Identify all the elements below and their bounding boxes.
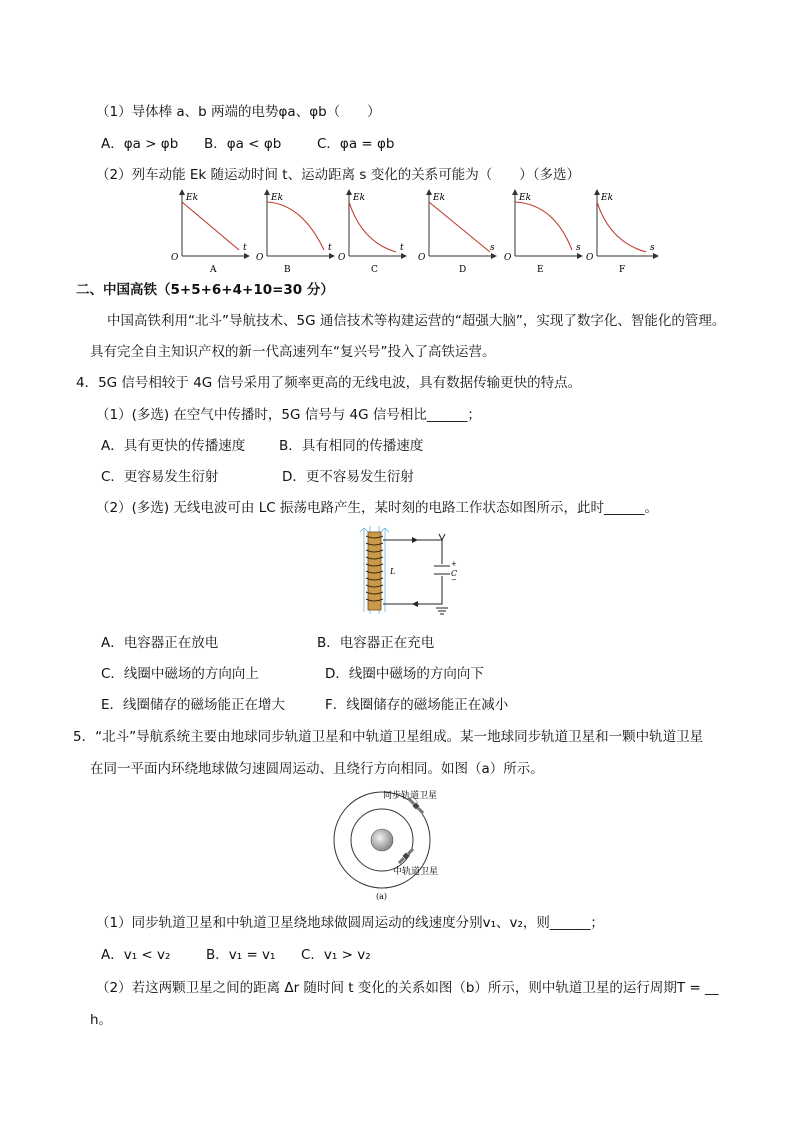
q5-part1-option-a: A．v₁ < v₂ bbox=[101, 947, 171, 963]
graph-c-label: C bbox=[371, 265, 378, 275]
q4-part1-option-b: B．具有相同的传播速度 bbox=[279, 438, 424, 454]
graph-c bbox=[338, 190, 406, 275]
q5-stem-line2: 在同一平面内环绕地球做匀速圆周运动、且绕行方向相同。如图（a）所示。 bbox=[90, 761, 544, 777]
graph-e-yaxis: Ek bbox=[519, 193, 532, 203]
q3-part1-option-a: A．φa > φb bbox=[101, 136, 179, 152]
graph-a-label: A bbox=[210, 265, 217, 275]
graph-f-label: F bbox=[619, 265, 626, 275]
capacitor-label: C bbox=[451, 569, 458, 578]
q5-part1-option-c: C．v₁ > v₂ bbox=[301, 947, 371, 963]
current-arrow-bottom bbox=[412, 601, 418, 607]
q5-part1-stem: （1）同步轨道卫星和中轨道卫星绕地球做圆周运动的线速度分别v₁、v₂，则______； bbox=[96, 915, 604, 931]
q5-part2-stem-line1: （2）若这两颗卫星之间的距离 Δr 随时间 t 变化的关系如图（b）所示，则中轨道卫星的运行周期T = __ bbox=[96, 980, 719, 996]
section-intro-line2: 具有完全自主知识产权的新一代高速列车“复兴号”投入了高铁运营。 bbox=[90, 344, 496, 360]
graph-b-origin: O bbox=[256, 253, 264, 263]
q4-stem: 4．5G 信号相较于 4G 信号采用了频率更高的无线电波，具有数据传输更快的特点。 bbox=[76, 375, 582, 391]
graph-c-origin: O bbox=[338, 253, 346, 263]
q4-part2-option-e: E．线圈储存的磁场能正在增大 bbox=[101, 697, 286, 713]
orbit-figure bbox=[325, 786, 455, 902]
figure-a-caption: (a) bbox=[376, 892, 388, 901]
section-title: 二、中国高铁（5+5+6+4+10=30 分） bbox=[76, 282, 334, 298]
graph-b-label: B bbox=[284, 265, 291, 275]
graph-f bbox=[586, 190, 658, 275]
q4-part1-stem: （1）(多选) 在空气中传播时，5G 信号与 4G 信号相比______； bbox=[96, 407, 481, 423]
q3-part1-option-c: C．φa = φb bbox=[317, 136, 395, 152]
graph-a-origin: O bbox=[171, 253, 179, 263]
q4-part2-option-d: D．线圈中磁场的方向向下 bbox=[325, 666, 484, 682]
q5-stem-line1: 5．“北斗”导航系统主要由地球同步轨道卫星和中轨道卫星组成。某一地球同步轨道卫星和一颗中轨道卫星 bbox=[73, 729, 704, 745]
lc-circuit-figure bbox=[350, 524, 460, 616]
graph-e-origin: O bbox=[504, 253, 512, 263]
q4-part2-option-a: A．电容器正在放电 bbox=[101, 635, 219, 651]
q5-part2-stem-line2: h。 bbox=[90, 1012, 113, 1028]
graph-d bbox=[418, 190, 496, 275]
graph-d-xaxis: s bbox=[490, 243, 495, 253]
capacitor-plus: + bbox=[451, 560, 457, 568]
graph-a-xaxis: t bbox=[243, 243, 247, 253]
q4-part2-option-f: F．线圈储存的磁场能正在减小 bbox=[325, 697, 509, 713]
q3-part2-stem: （2）列车动能 Ek 随运动时间 t、运动距离 s 变化的关系可能为（ ）（多选） bbox=[96, 167, 580, 183]
graph-d-origin: O bbox=[418, 253, 426, 263]
ek-graphs bbox=[165, 186, 665, 276]
graph-e bbox=[504, 190, 582, 275]
graph-d-yaxis: Ek bbox=[433, 193, 446, 203]
q3-part1-option-b: B．φa < φb bbox=[204, 136, 282, 152]
section-intro-line1: 中国高铁利用“北斗”导航技术、5G 通信技术等构建运营的“超强大脑”，实现了数字化、智能化的管理。 bbox=[107, 313, 726, 329]
graph-b bbox=[256, 190, 334, 275]
q4-part1-option-a: A．具有更快的传播速度 bbox=[101, 438, 246, 454]
q4-part1-option-c: C．更容易发生衍射 bbox=[101, 469, 219, 485]
coil-label: L bbox=[390, 567, 396, 576]
mid-satellite-icon bbox=[397, 847, 415, 865]
q5-part1-option-b: B．v₁ = v₁ bbox=[206, 947, 276, 963]
earth-icon bbox=[371, 829, 393, 851]
graph-f-yaxis: Ek bbox=[601, 193, 614, 203]
q4-part2-option-c: C．线圈中磁场的方向向上 bbox=[101, 666, 259, 682]
q4-part1-option-d: D．更不容易发生衍射 bbox=[282, 469, 414, 485]
graph-b-yaxis: Ek bbox=[271, 193, 284, 203]
graph-a-yaxis: Ek bbox=[186, 193, 199, 203]
graph-d-label: D bbox=[459, 265, 467, 275]
graph-f-origin: O bbox=[586, 253, 594, 263]
q4-part2-stem: （2）(多选) 无线电波可由 LC 振荡电路产生，某时刻的电路工作状态如图所示，此时______。 bbox=[96, 500, 658, 516]
graph-c-xaxis: t bbox=[400, 243, 404, 253]
graph-e-xaxis: s bbox=[576, 243, 581, 253]
current-arrow-top bbox=[412, 537, 418, 543]
q3-part1-stem: （1）导体棒 a、b 两端的电势φa、φb（ ） bbox=[96, 104, 381, 120]
graph-f-xaxis: s bbox=[650, 243, 655, 253]
graph-e-label: E bbox=[537, 265, 544, 275]
capacitor-minus: − bbox=[451, 576, 457, 584]
q4-part2-option-b: B．电容器正在充电 bbox=[317, 635, 435, 651]
graph-b-xaxis: t bbox=[328, 243, 332, 253]
graph-a bbox=[171, 190, 249, 275]
sync-satellite-label: 同步轨道卫星 bbox=[383, 791, 438, 801]
mid-satellite-label: 中轨道卫星 bbox=[393, 867, 439, 877]
graph-c-yaxis: Ek bbox=[353, 193, 366, 203]
